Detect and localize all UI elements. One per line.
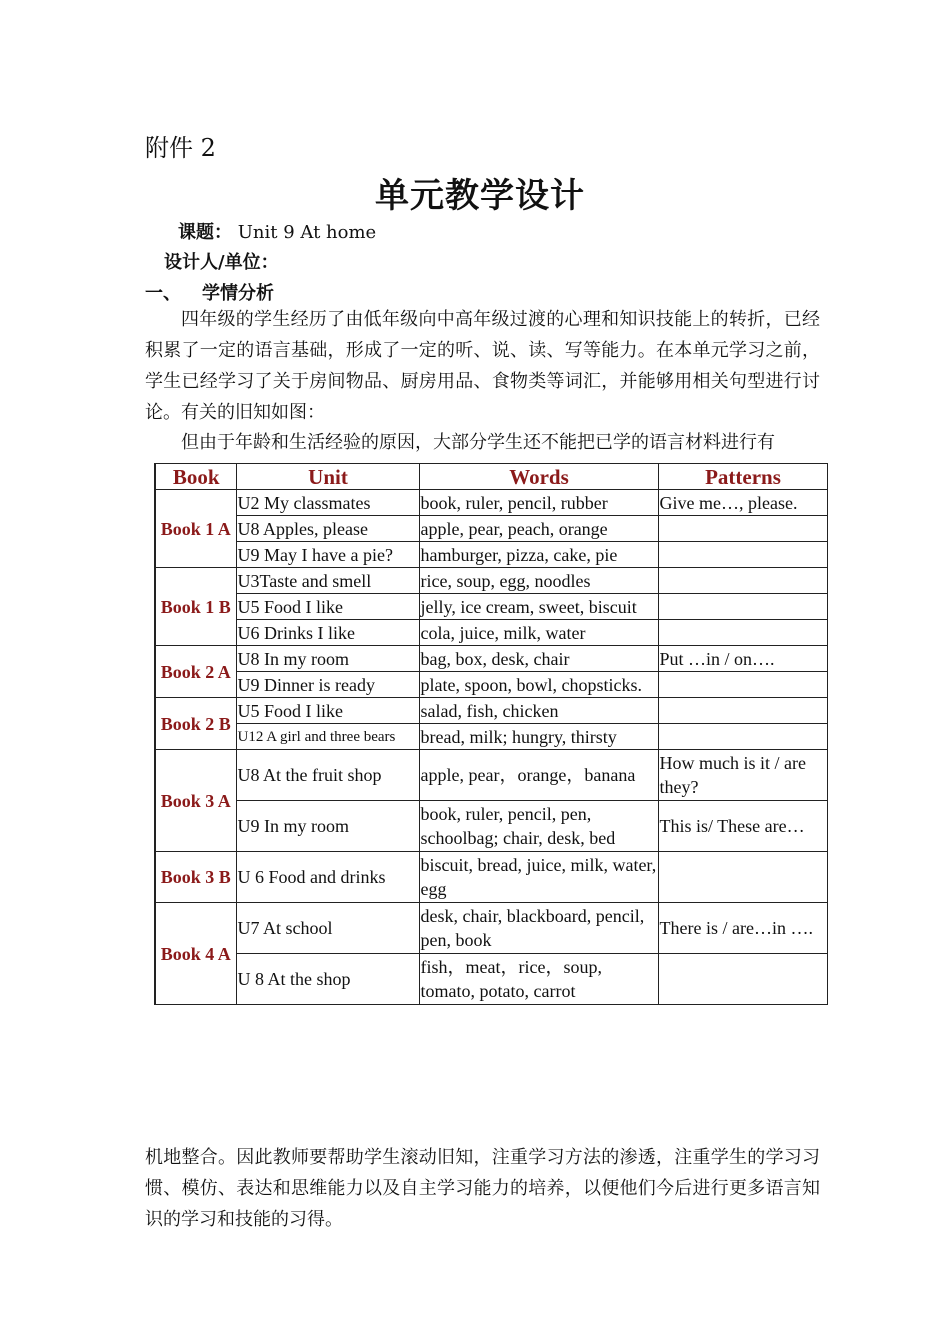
header-words: Words bbox=[419, 464, 658, 490]
unit-cell: U9 Dinner is ready bbox=[236, 672, 419, 698]
paragraph-2: 但由于年龄和生活经验的原因，大部分学生还不能把已学的语言材料进行有 bbox=[181, 432, 775, 453]
book-cell: Book 2 A bbox=[155, 646, 236, 698]
words-cell: fish，meat，rice，soup, tomato, potato, carrot bbox=[419, 954, 658, 1005]
section-number: 一、 bbox=[145, 283, 181, 304]
unit-cell: U6 Drinks I like bbox=[236, 620, 419, 646]
unit-cell: U7 At school bbox=[236, 903, 419, 954]
book-cell: Book 1 A bbox=[155, 490, 236, 568]
table-row bbox=[155, 954, 827, 1005]
patterns-cell bbox=[658, 594, 827, 620]
attachment-label: 附件 2 bbox=[145, 134, 216, 162]
table-row bbox=[155, 750, 827, 801]
table-row bbox=[155, 646, 827, 672]
header-patterns: Patterns bbox=[658, 464, 827, 490]
unit-cell: U5 Food I like bbox=[236, 594, 419, 620]
patterns-cell: This is/ These are… bbox=[658, 801, 827, 852]
words-cell: plate, spoon, bowl, chopsticks. bbox=[419, 672, 658, 698]
words-cell: apple, pear, peach, orange bbox=[419, 516, 658, 542]
table-row bbox=[155, 490, 827, 516]
book-cell: Book 4 A bbox=[155, 903, 236, 1005]
table-row bbox=[155, 542, 827, 568]
patterns-cell bbox=[658, 852, 827, 903]
paragraph-1: 四年级的学生经历了由低年级向中高年级过渡的心理和知识技能上的转折，已经积累了一定的语言基础，形成了一定的听、说、读、写等能力。在本单元学习之前，学生已经学习了关于房间物品、厨房用品、食物类等词汇，并能够用相关句型进行讨论。有关的旧知如图： bbox=[145, 309, 820, 423]
patterns-cell bbox=[658, 568, 827, 594]
topic-value: Unit 9 At home bbox=[237, 222, 377, 243]
page-title: 单元教学设计 bbox=[375, 176, 585, 216]
table-row bbox=[155, 516, 827, 542]
table-row bbox=[155, 594, 827, 620]
knowledge-table bbox=[154, 463, 828, 1005]
patterns-cell bbox=[658, 724, 827, 750]
words-cell: bag, box, desk, chair bbox=[419, 646, 658, 672]
words-cell: apple, pear，orange，banana bbox=[419, 750, 658, 801]
unit-cell: U 6 Food and drinks bbox=[236, 852, 419, 903]
book-cell: Book 2 B bbox=[155, 698, 236, 750]
table-row bbox=[155, 903, 827, 954]
table-row bbox=[155, 620, 827, 646]
words-cell: salad, fish, chicken bbox=[419, 698, 658, 724]
header-unit: Unit bbox=[236, 464, 419, 490]
words-cell: biscuit, bread, juice, milk, water, egg bbox=[419, 852, 658, 903]
unit-cell: U9 In my room bbox=[236, 801, 419, 852]
paragraph-3: 机地整合。因此教师要帮助学生滚动旧知，注重学习方法的渗透，注重学生的学习习惯、模仿、表达和思维能力以及自主学习能力的培养，以便他们今后进行更多语言知识的学习和技能的习得。 bbox=[145, 1147, 820, 1230]
patterns-cell bbox=[658, 954, 827, 1005]
header-book: Book bbox=[155, 464, 236, 490]
words-cell: jelly, ice cream, sweet, biscuit bbox=[419, 594, 658, 620]
table-row bbox=[155, 852, 827, 903]
unit-cell: U8 In my room bbox=[236, 646, 419, 672]
unit-cell: U9 May I have a pie? bbox=[236, 542, 419, 568]
words-cell: cola, juice, milk, water bbox=[419, 620, 658, 646]
table-row bbox=[155, 801, 827, 852]
topic-line bbox=[178, 218, 376, 244]
patterns-cell bbox=[658, 672, 827, 698]
words-cell: bread, milk; hungry, thirsty bbox=[419, 724, 658, 750]
table-header-row bbox=[155, 464, 827, 490]
unit-cell: U12 A girl and three bears bbox=[236, 724, 419, 750]
words-cell: rice, soup, egg, noodles bbox=[419, 568, 658, 594]
unit-cell: U8 At the fruit shop bbox=[236, 750, 419, 801]
patterns-cell: There is / are…in …. bbox=[658, 903, 827, 954]
book-cell: Book 3 A bbox=[155, 750, 236, 852]
unit-cell: U 8 At the shop bbox=[236, 954, 419, 1005]
table-row bbox=[155, 698, 827, 724]
unit-cell: U8 Apples, please bbox=[236, 516, 419, 542]
words-cell: book, ruler, pencil, rubber bbox=[419, 490, 658, 516]
unit-cell: U3Taste and smell bbox=[236, 568, 419, 594]
words-cell: hamburger, pizza, cake, pie bbox=[419, 542, 658, 568]
patterns-cell: Give me…, please. bbox=[658, 490, 827, 516]
table-row bbox=[155, 568, 827, 594]
patterns-cell bbox=[658, 542, 827, 568]
patterns-cell: Put …in / on…. bbox=[658, 646, 827, 672]
patterns-cell bbox=[658, 516, 827, 542]
words-cell: book, ruler, pencil, pen, schoolbag; chair, desk, bed bbox=[419, 801, 658, 852]
unit-cell: U2 My classmates bbox=[236, 490, 419, 516]
section-heading bbox=[145, 279, 274, 305]
section-title: 学情分析 bbox=[202, 283, 274, 304]
patterns-cell bbox=[658, 620, 827, 646]
patterns-cell: How much is it / are they? bbox=[658, 750, 827, 801]
table-row bbox=[155, 672, 827, 698]
book-cell: Book 3 B bbox=[155, 852, 236, 903]
topic-label: 课题： bbox=[178, 222, 232, 243]
table-row bbox=[155, 724, 827, 750]
designer-label: 设计人/单位： bbox=[164, 252, 279, 273]
patterns-cell bbox=[658, 698, 827, 724]
book-cell: Book 1 B bbox=[155, 568, 236, 646]
words-cell: desk, chair, blackboard, pencil, pen, book bbox=[419, 903, 658, 954]
unit-cell: U5 Food I like bbox=[236, 698, 419, 724]
